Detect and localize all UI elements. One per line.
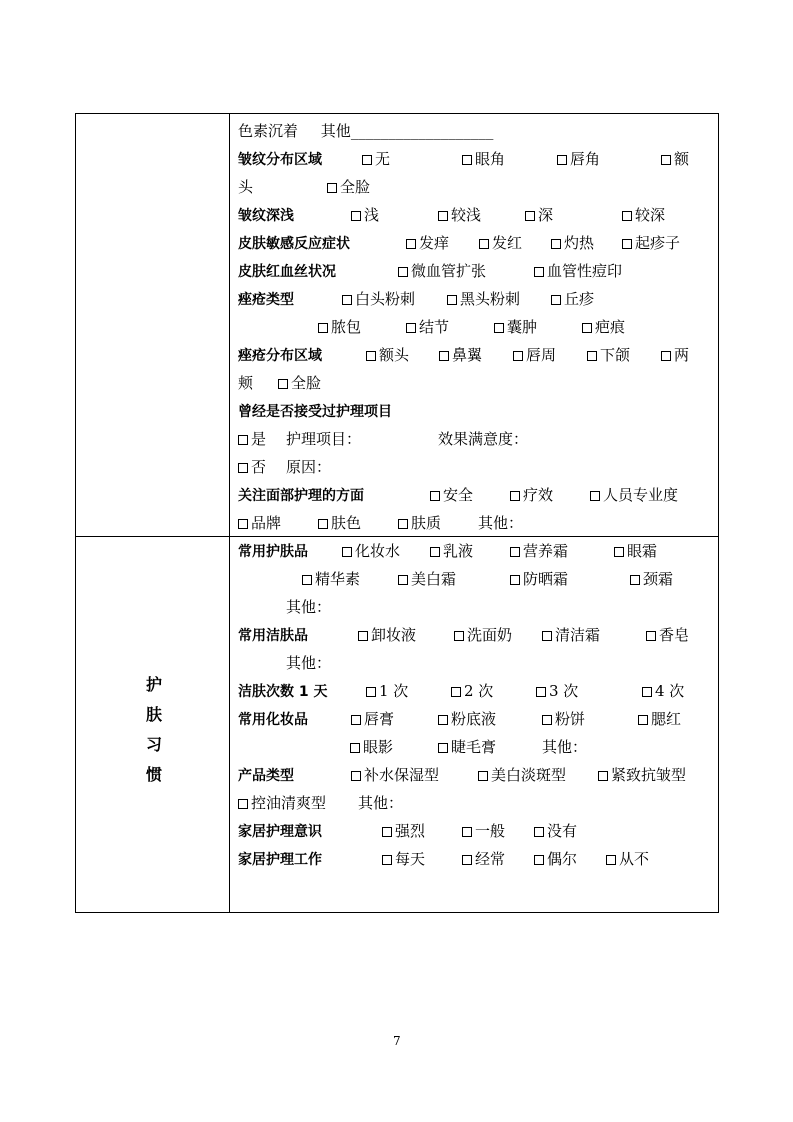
option-cyst[interactable]: 囊肿 [494,318,537,336]
option-depth-shallow[interactable]: 浅 [351,206,379,224]
skincare-other-label: 其他： [286,598,332,616]
option-area-fullface[interactable]: 全脸 [278,374,321,392]
checkbox[interactable] [479,239,489,249]
acne-area-label: 痤疮分布区域 [238,348,322,364]
option-2-times[interactable]: 2 次 [451,682,493,700]
checkbox[interactable] [525,211,535,221]
checkbox[interactable] [494,323,504,333]
option-efficacy[interactable]: 疗效 [510,486,553,504]
form-table [75,113,719,913]
option-depth-fairly-deep[interactable]: 较深 [622,206,665,224]
checkbox[interactable] [642,687,652,697]
focus-other-label: 其他： [478,514,524,532]
checkbox[interactable] [327,183,337,193]
option-burning[interactable]: 灼热 [551,234,594,252]
checkbox[interactable] [536,687,546,697]
side-label-char: 习 [146,735,163,754]
option-never[interactable]: 从不 [606,850,649,868]
cleanser-other-label: 其他： [286,654,332,672]
sensitivity-label: 皮肤敏感反应症状 [238,236,350,252]
option-area-lip[interactable]: 唇周 [513,346,556,364]
checkbox[interactable] [366,351,376,361]
checkbox[interactable] [398,575,408,585]
wrinkle-depth-label: 皱纹深浅 [238,208,294,224]
option-lipstick[interactable]: 唇膏 [351,710,394,728]
checkbox[interactable] [510,575,520,585]
option-facial-cleanser[interactable]: 洗面奶 [454,626,512,644]
checkbox[interactable] [587,351,597,361]
checkbox[interactable] [351,715,361,725]
option-vascular-mark[interactable]: 血管性痘印 [534,262,622,280]
checkbox[interactable] [438,211,448,221]
option-area-jaw[interactable]: 下颌 [587,346,630,364]
cheek-continued: 颊 [238,374,254,392]
care-satisfaction-label: 效果满意度： [438,430,529,448]
option-nodule[interactable]: 结节 [406,318,449,336]
checkbox[interactable] [382,827,392,837]
option-wrinkle-none[interactable]: 无 [362,150,390,168]
option-soap[interactable]: 香皂 [646,626,689,644]
checkbox[interactable] [351,211,361,221]
pigment-label: 色素沉着 [238,122,299,140]
option-lotion[interactable]: 乳液 [430,542,473,560]
checkbox[interactable] [510,491,520,501]
checkbox[interactable] [438,715,448,725]
home-care-label: 家居护理工作 [238,852,322,868]
checkbox[interactable] [358,631,368,641]
checkbox[interactable] [382,855,392,865]
option-blush[interactable]: 腮红 [638,710,681,728]
option-capillary[interactable]: 微血管扩张 [398,262,486,280]
care-reason-label: 原因： [286,458,332,476]
option-whitening[interactable]: 美白淡斑型 [478,766,566,784]
product-type-label: 产品类型 [238,768,294,784]
checkbox[interactable] [462,155,472,165]
checkbox[interactable] [513,351,523,361]
checkbox[interactable] [534,267,544,277]
forehead-continued: 头 [238,178,254,196]
option-1-time[interactable]: 1 次 [366,682,408,700]
option-sunscreen[interactable]: 防晒霜 [510,570,568,588]
checkbox[interactable] [302,575,312,585]
checkbox[interactable] [557,155,567,165]
option-depth-deep[interactable]: 深 [525,206,553,224]
checkbox[interactable] [278,379,288,389]
care-item-label: 护理项目： [286,430,362,448]
checkbox[interactable] [430,547,440,557]
makeup-other-label: 其他： [542,738,588,756]
option-brand[interactable]: 品牌 [238,514,281,532]
makeup-label: 常用化妆品 [238,712,308,728]
checkbox[interactable] [398,267,408,277]
option-powder[interactable]: 粉饼 [542,710,585,728]
option-4-times[interactable]: 4 次 [642,682,684,700]
checkbox[interactable] [398,519,408,529]
option-occasionally[interactable]: 偶尔 [534,850,577,868]
option-hydrating[interactable]: 补水保湿型 [351,766,439,784]
other-input-line[interactable]: ___________________ [350,122,494,140]
option-average[interactable]: 一般 [462,822,505,840]
side-label-char: 惯 [146,765,163,784]
option-area-nose[interactable]: 鼻翼 [439,346,482,364]
checkbox[interactable] [430,491,440,501]
option-serum[interactable]: 精华素 [302,570,360,588]
checkbox[interactable] [451,687,461,697]
checkbox[interactable] [661,155,671,165]
option-foundation[interactable]: 粉底液 [438,710,496,728]
checkbox[interactable] [622,239,632,249]
checkbox[interactable] [462,855,472,865]
option-area-forehead[interactable]: 额头 [366,346,409,364]
side-label-char: 肤 [146,705,163,724]
product-type-other-label: 其他： [358,794,404,812]
option-often[interactable]: 经常 [462,850,505,868]
option-wrinkle-eye[interactable]: 眼角 [462,150,505,168]
option-safety[interactable]: 安全 [430,486,473,504]
option-rash[interactable]: 起疹子 [622,234,680,252]
option-area-cheek[interactable]: 两 [661,346,689,364]
option-makeup-remover[interactable]: 卸妆液 [358,626,416,644]
checkbox[interactable] [582,323,592,333]
checkbox[interactable] [362,155,372,165]
acne-type-label: 痤疮类型 [238,292,294,308]
option-red[interactable]: 发红 [479,234,522,252]
checkbox[interactable] [438,743,448,753]
checkbox[interactable] [351,771,361,781]
checkbox[interactable] [447,295,457,305]
checkbox[interactable] [542,631,552,641]
checkbox[interactable] [661,351,671,361]
option-wrinkle-fullface[interactable]: 全脸 [327,178,370,196]
redvein-label: 皮肤红血丝状况 [238,264,336,280]
checkbox[interactable] [630,575,640,585]
focus-label: 关注面部护理的方面 [238,488,364,504]
checkbox[interactable] [406,323,416,333]
other-label: 其他 [320,122,351,140]
checkbox[interactable] [342,547,352,557]
option-eye-cream[interactable]: 眼霜 [614,542,657,560]
checkbox[interactable] [439,351,449,361]
option-strong[interactable]: 强烈 [382,822,425,840]
checkbox[interactable] [534,855,544,865]
option-care-yes[interactable]: 是 [238,430,266,448]
option-depth-fairly-shallow[interactable]: 较浅 [438,206,481,224]
wrinkle-dist-label: 皱纹分布区域 [238,152,322,168]
option-eyeshadow[interactable]: 眼影 [350,738,393,756]
checkbox[interactable] [534,827,544,837]
checkbox[interactable] [551,239,561,249]
checkbox[interactable] [406,239,416,249]
checkbox[interactable] [606,855,616,865]
checkbox[interactable] [638,715,648,725]
option-whitehead[interactable]: 白头粉刺 [342,290,415,308]
column-divider [229,114,230,912]
care-history-label: 曾经是否接受过护理项目 [238,404,392,420]
option-whitening-cream[interactable]: 美白霜 [398,570,456,588]
cleanser-label: 常用洁肤品 [238,628,308,644]
checkbox[interactable] [462,827,472,837]
checkbox[interactable] [622,211,632,221]
option-skin-texture[interactable]: 肤质 [398,514,441,532]
side-label-char: 护 [146,675,163,694]
checkbox[interactable] [238,519,248,529]
checkbox[interactable] [350,743,360,753]
checkbox[interactable] [238,799,248,809]
skincare-label: 常用护肤品 [238,544,308,560]
option-daily[interactable]: 每天 [382,850,425,868]
option-cream[interactable]: 营养霜 [510,542,568,560]
option-none[interactable]: 没有 [534,822,577,840]
checkbox[interactable] [342,295,352,305]
checkbox[interactable] [238,463,248,473]
page-number: 7 [393,1034,401,1048]
checkbox[interactable] [590,491,600,501]
section-divider [76,536,718,537]
checkbox[interactable] [542,715,552,725]
checkbox[interactable] [598,771,608,781]
checkbox[interactable] [646,631,656,641]
checkbox[interactable] [318,519,328,529]
option-care-no[interactable]: 否 [238,458,266,476]
option-cleansing-cream[interactable]: 清洁霜 [542,626,600,644]
option-mascara[interactable]: 睫毛膏 [438,738,496,756]
option-pustule[interactable]: 脓包 [318,318,361,336]
option-anti-wrinkle[interactable]: 紧致抗皱型 [598,766,686,784]
option-wrinkle-lip[interactable]: 唇角 [557,150,600,168]
checkbox[interactable] [510,547,520,557]
option-professionalism[interactable]: 人员专业度 [590,486,678,504]
row-pigment [238,122,493,140]
checkbox[interactable] [238,435,248,445]
option-3-times[interactable]: 3 次 [536,682,578,700]
option-wrinkle-forehead[interactable]: 额 [661,150,689,168]
checkbox[interactable] [454,631,464,641]
checkbox[interactable] [318,323,328,333]
option-itch[interactable]: 发痒 [406,234,449,252]
option-toner[interactable]: 化妆水 [342,542,400,560]
checkbox[interactable] [551,295,561,305]
option-oil-control[interactable]: 控油清爽型 [238,794,326,812]
option-blackhead[interactable]: 黑头粉刺 [447,290,520,308]
checkbox[interactable] [614,547,624,557]
option-scar[interactable]: 疤痕 [582,318,625,336]
checkbox[interactable] [366,687,376,697]
frequency-label: 洁肤次数 1 天 [238,684,328,700]
option-papule[interactable]: 丘疹 [551,290,594,308]
checkbox[interactable] [478,771,488,781]
awareness-label: 家居护理意识 [238,824,322,840]
option-skin-color[interactable]: 肤色 [318,514,361,532]
option-neck-cream[interactable]: 颈霜 [630,570,673,588]
